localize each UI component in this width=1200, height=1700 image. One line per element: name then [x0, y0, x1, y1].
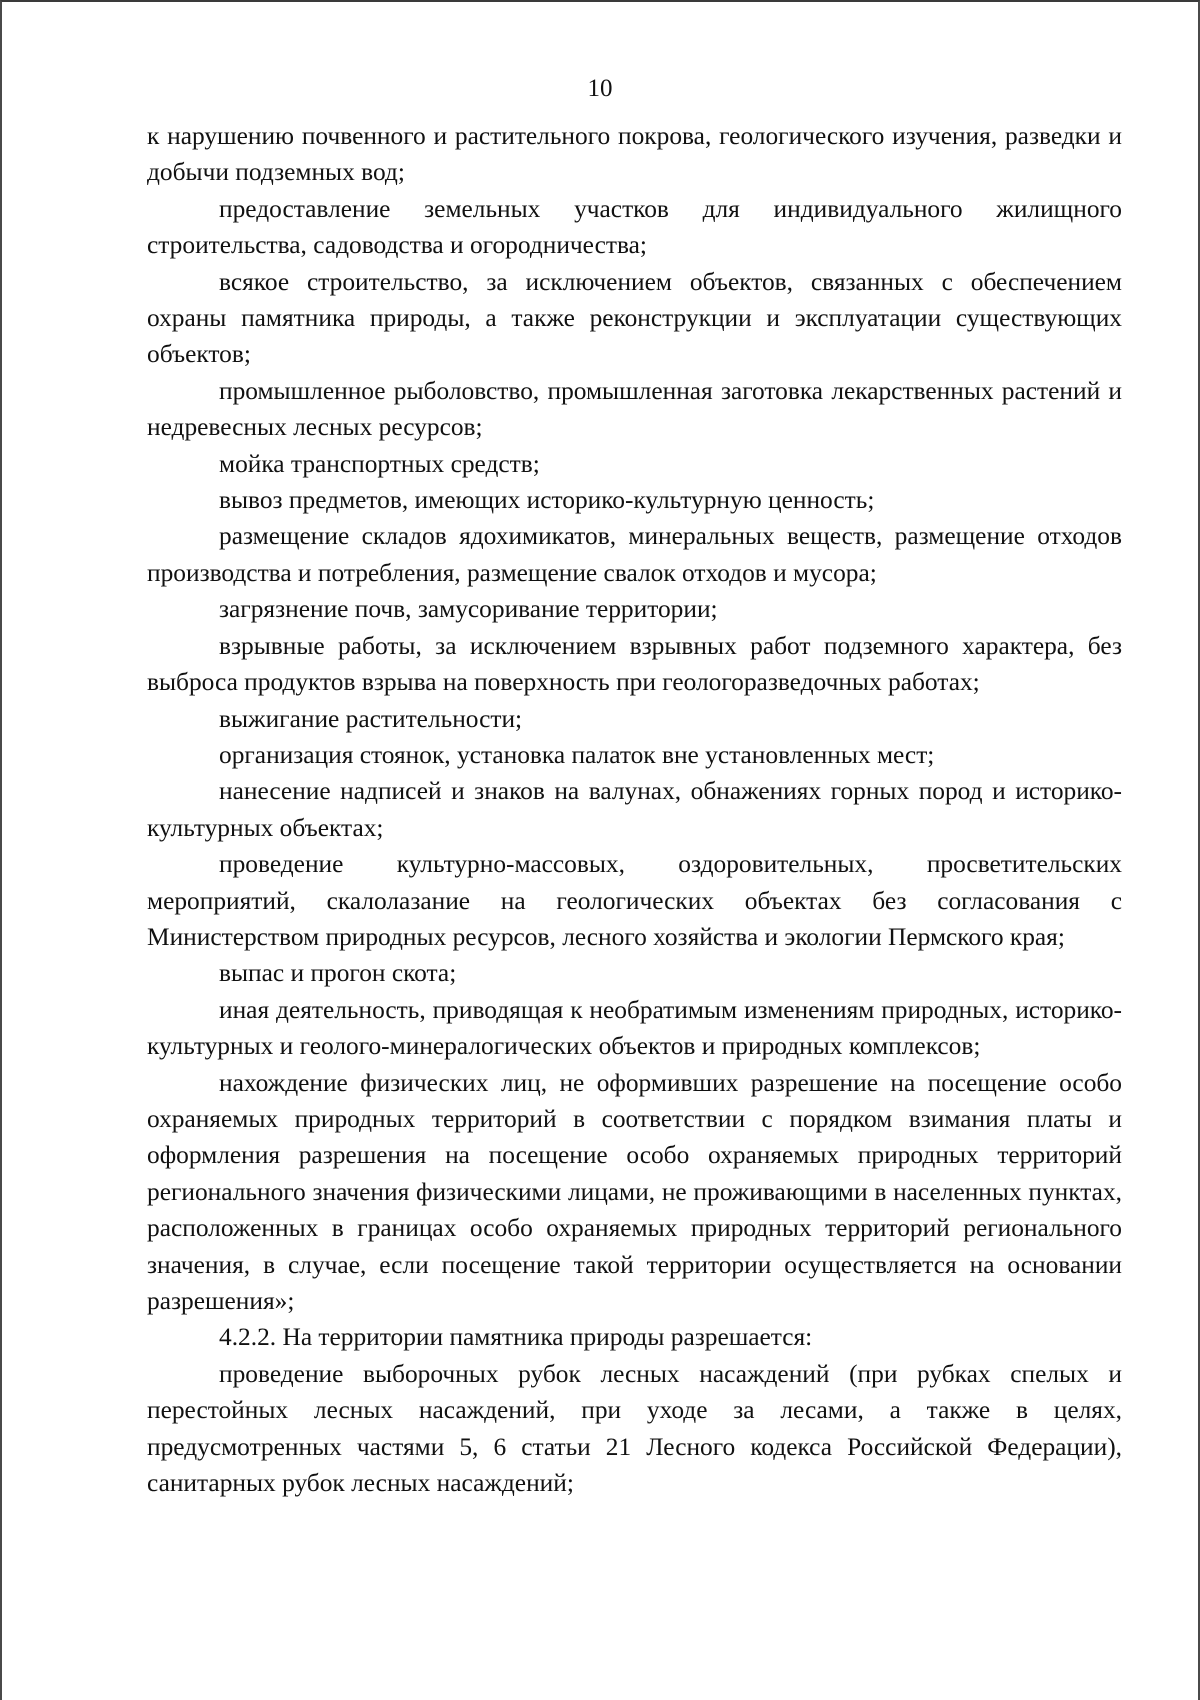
paragraph: нанесение надписей и знаков на валунах, обнажениях горных пород и историко-культурных объектах;: [147, 777, 1122, 842]
paragraph: промышленное рыболовство, промышленная заготовка лекарственных растений и недревесных лесных ресурсов;: [147, 376, 1122, 442]
paragraph: организация стоянок, установка палаток вне установленных мест;: [219, 740, 935, 769]
paragraph: к нарушению почвенного и растительного покрова, геологического изучения, разведки и добычи подземных вод;: [147, 122, 1122, 187]
paragraph: мойка транспортных средств;: [219, 449, 540, 478]
paragraph: выжигание растительности;: [219, 704, 523, 733]
paragraph: выпас и прогон скота;: [219, 959, 457, 988]
section-heading: 4.2.2. На территории памятника природы разрешается:: [219, 1323, 813, 1352]
paragraph: загрязнение почв, замусоривание территории;: [219, 595, 718, 624]
paragraph: нахождение физических лиц, не оформивших разрешение на посещение особо охраняемых природных территорий в соответствии с порядком взимания платы и оформления разрешения на посещение особо охраняемых природных территорий регионального значения физическими лицами, не проживающими в населенных пунктах, расположенных в границах особо охраняемых природных территорий регионального значения, в случае, если посещение такой территории осуществляется на основании разрешения»;: [147, 1068, 1122, 1315]
paragraph: вывоз предметов, имеющих историко-культурную ценность;: [219, 486, 875, 515]
paragraph: размещение складов ядохимикатов, минеральных веществ, размещение отходов производства и потребления, размещение свалок отходов и мусора;: [147, 522, 1122, 587]
paragraph: всякое строительство, за исключением объектов, связанных с обеспечением охраны памятника природы, а также реконструкции и эксплуатации существующих объектов;: [147, 267, 1122, 369]
page-number: 10: [587, 75, 613, 102]
paragraph: проведение культурно-массовых, оздоровительных, просветительских мероприятий, скалолазание на геологических объектах без согласования с Министерством природных ресурсов, лесного хозяйства и экологии Пермского края;: [147, 850, 1122, 951]
document-body: [147, 118, 1122, 1501]
paragraph: иная деятельность, приводящая к необратимым изменениям природных, историко-культурных и геолого-минералогических объектов и природных комплексов;: [147, 995, 1122, 1061]
paragraph: предоставление земельных участков для индивидуального жилищного строительства, садоводства и огородничества;: [147, 194, 1122, 260]
paragraph: взрывные работы, за исключением взрывных работ подземного характера, без выброса продуктов взрыва на поверхность при геологоразведочных работах;: [147, 631, 1122, 697]
paragraph: проведение выборочных рубок лесных насаждений (при рубках спелых и перестойных лесных насаждений, при уходе за лесами, а также в целях, предусмотренных частями 5, 6 статьи 21 Лесного кодекса Российской Федерации), санитарных рубок лесных насаждений;: [147, 1359, 1122, 1498]
